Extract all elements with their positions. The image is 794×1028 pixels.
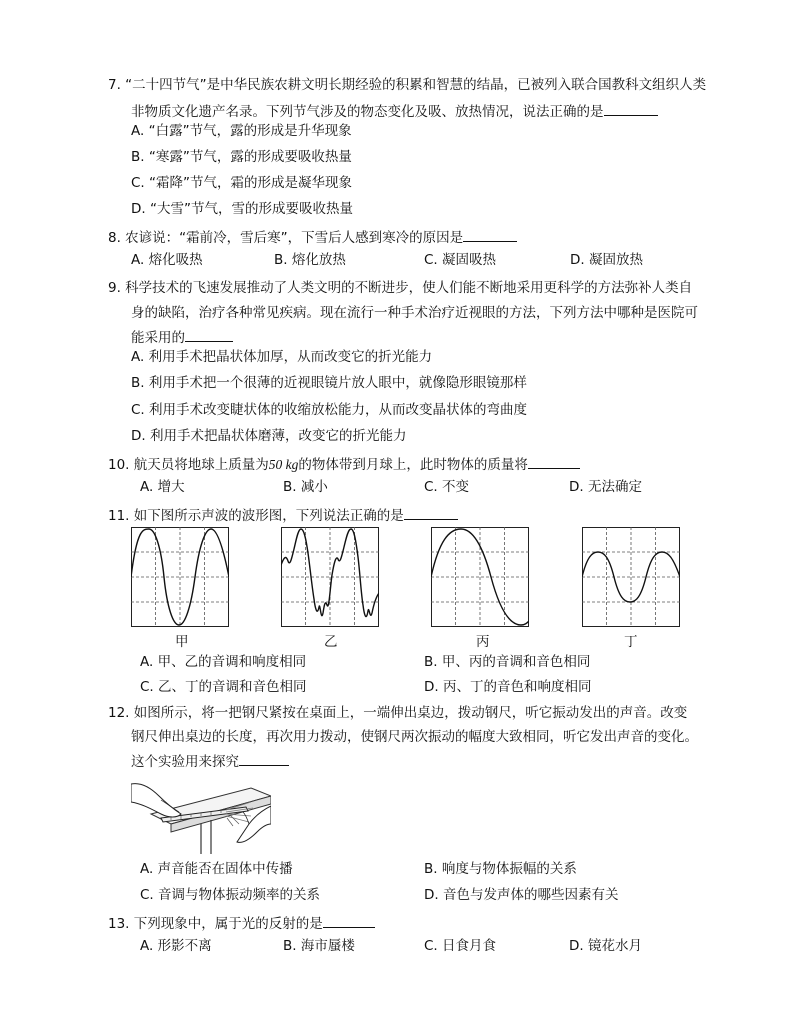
q10-option-a: A. 增大 [140,479,185,495]
answer-blank [604,101,658,116]
q10-stem-text-b: 的物体带到月球上，此时物体的质量将 [298,457,528,473]
q13-option-d: D. 镜花水月 [569,938,642,954]
q8-option-c: C. 凝固吸热 [424,252,497,268]
q9-option-c: C. 利用手术改变睫状体的收缩放松能力，从而改变晶状体的弯曲度 [131,402,528,418]
waveform-label-yi: 乙 [324,634,338,650]
q11-stem [108,505,458,525]
q9-option-b: B. 利用手术把一个很薄的近视眼镜片放人眼中，就像隐形眼镜那样 [131,375,527,391]
q13-option-b: B. 海市蜃楼 [283,938,355,954]
q7-option-d: D. “大雪”节气，雪的形成要吸收热量 [131,201,353,217]
q7-option-c: C. “霜降”节气，霜的形成是凝华现象 [131,175,352,191]
q7-option-a: A. “白露”节气，露的形成是升华现象 [131,123,352,139]
q12-option-d: D. 音色与发声体的哪些因素有关 [424,887,619,903]
q9-stem-text: 能采用的 [131,330,185,346]
q9-option-a: A. 利用手术把晶状体加厚，从而改变它的折光能力 [131,349,433,365]
q8-stem-text: 8. 农谚说：“霜前冷，雪后寒”，下雪后人感到寒冷的原因是 [108,230,464,246]
ruler-experiment-illustration [131,774,271,854]
q11-option-a: A. 甲、乙的音调和响度相同 [140,654,307,670]
waveform-ding [582,527,680,627]
q13-option-a: A. 形影不离 [140,938,212,954]
q12-stem-line2: 钢尺伸出桌边的长度，再次用力拨动，使钢尺两次振动的幅度大致相同，听它发出声音的变化。 [131,729,698,745]
q10-mass-value: 50 kg [268,457,299,472]
q13-option-c: C. 日食月食 [424,938,497,954]
q10-stem [108,454,580,474]
q7-stem-line1: 7. “二十四节气”是中华民族农耕文明长期经验的积累和智慧的结晶，已被列入联合国教科文组织人类 [108,77,707,93]
waveform-label-ding: 丁 [624,634,638,650]
answer-blank [185,327,233,342]
q7-stem-text: 非物质文化遗产名录。下列节气涉及的物态变化及吸、放热情况，说法正确的是 [131,104,604,120]
answer-blank [463,227,517,242]
waveform-label-jia: 甲 [175,634,189,650]
q12-option-a: A. 声音能否在固体中传播 [140,861,293,877]
q13-stem-text: 13. 下列现象中，属于光的反射的是 [108,916,323,932]
q12-stem-text: 这个实验用来探究 [131,754,239,770]
answer-blank [239,751,289,766]
q11-option-b: B. 甲、丙的音调和音色相同 [424,654,591,670]
q11-option-d: D. 丙、丁的音色和响度相同 [424,679,592,695]
waveform-bing [431,527,529,627]
q10-option-d: D. 无法确定 [569,479,642,495]
q13-stem [108,913,375,933]
q9-stem-line3 [131,327,233,347]
q9-stem-line2: 身的缺陷，治疗各种常见疾病。现在流行一种手术治疗近视眼的方法，下列方法中哪种是医院可 [131,305,698,321]
q8-option-d: D. 凝固放热 [570,252,643,268]
q7-stem-line2 [131,101,658,121]
q12-option-b: B. 响度与物体振幅的关系 [424,861,577,877]
q8-option-b: B. 熔化放热 [274,252,346,268]
waveform-jia [131,527,229,627]
q11-option-c: C. 乙、丁的音调和音色相同 [140,679,307,695]
q11-stem-text: 11. 如下图所示声波的波形图，下列说法正确的是 [108,508,404,524]
q8-option-a: A. 熔化吸热 [131,252,203,268]
q10-option-b: B. 减小 [283,479,328,495]
q12-stem-line3 [131,751,289,771]
waveform-label-bing: 丙 [476,634,490,650]
answer-blank [323,913,375,928]
q7-option-b: B. “寒露”节气，露的形成要吸收热量 [131,149,352,165]
q9-stem-line1: 9. 科学技术的飞速发展推动了人类文明的不断进步，使人们能不断地采用更科学的方法弥补人类自 [108,280,693,296]
q8-stem [108,227,517,247]
answer-blank [404,505,458,520]
q12-stem-line1: 12. 如图所示，将一把钢尺紧按在桌面上，一端伸出桌边，拨动钢尺，听它振动发出的声音。改变 [108,705,688,721]
answer-blank [528,454,580,469]
waveform-yi [281,527,379,627]
q10-stem-text-a: 10. 航天员将地球上质量为 [108,457,269,473]
q9-option-d: D. 利用手术把晶状体磨薄，改变它的折光能力 [131,428,407,444]
q10-option-c: C. 不变 [424,479,470,495]
q12-option-c: C. 音调与物体振动频率的关系 [140,887,321,903]
